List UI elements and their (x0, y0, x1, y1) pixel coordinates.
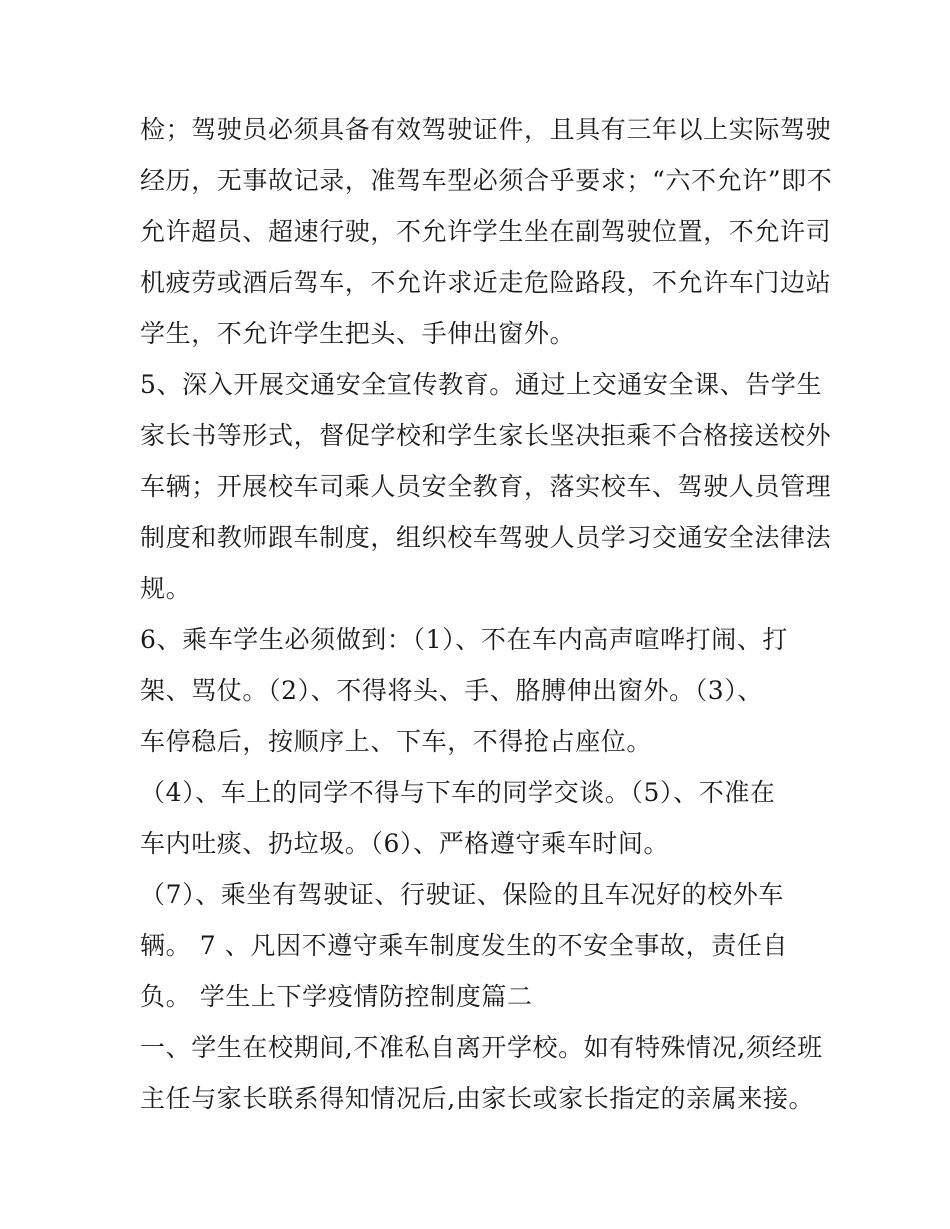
text-line: 6、乘车学生必须做到：（1）、不在车内高声喧哗打闹、打 (140, 625, 789, 654)
text-line: 辆。 7 、凡因不遵守乘车制度发生的不安全事故，责任自 (140, 931, 789, 960)
text-line: 经历，无事故记录，准驾车型必须合乎要求；“六不允许”即不 (140, 166, 833, 195)
text-line: 一、学生在校期间,不准私自离开学校。如有特殊情况,须经班 (140, 1033, 823, 1062)
text-line: 负。 学生上下学疫情防控制度篇二 (140, 982, 533, 1011)
text-line: 规。 (140, 574, 192, 603)
text-line: 架、骂仗。（2）、不得将头、手、胳膊伸出窗外。（3）、 (140, 676, 764, 705)
text-line: 制度和教师跟车制度，组织校车驾驶人员学习交通安全法律法 (140, 523, 832, 552)
text-line: （4）、车上的同学不得与下车的同学交谈。（5）、不准在 (140, 778, 776, 807)
text-line: 车辆；开展校车司乘人员安全教育，落实校车、驾驶人员管理 (140, 472, 832, 501)
text-line: 5、深入开展交通安全宣传教育。通过上交通安全课、告学生 (140, 370, 823, 399)
text-line: （7）、乘坐有驾驶证、行驶证、保险的且车况好的校外车 (140, 880, 785, 909)
text-line: 家长书等形式，督促学校和学生家长坚决拒乘不合格接送校外 (140, 421, 832, 450)
text-line: 车停稳后，按顺序上、下车，不得抢占座位。 (140, 727, 653, 756)
text-line: 主任与家长联系得知情况后,由家长或家长指定的亲属来接。 (140, 1084, 815, 1113)
text-line: 检；驾驶员必须具备有效驾驶证件，且具有三年以上实际驾驶 (140, 115, 832, 144)
text-line: 机疲劳或酒后驾车，不允许求近走危险路段，不允许车门边站 (140, 268, 832, 297)
text-line: 车内吐痰、扔垃圾。（6）、严格遵守乘车时间。 (140, 829, 670, 858)
text-line: 允许超员、超速行驶，不允许学生坐在副驾驶位置，不允许司 (140, 217, 832, 246)
text-line: 学生，不允许学生把头、手伸出窗外。 (140, 319, 576, 348)
